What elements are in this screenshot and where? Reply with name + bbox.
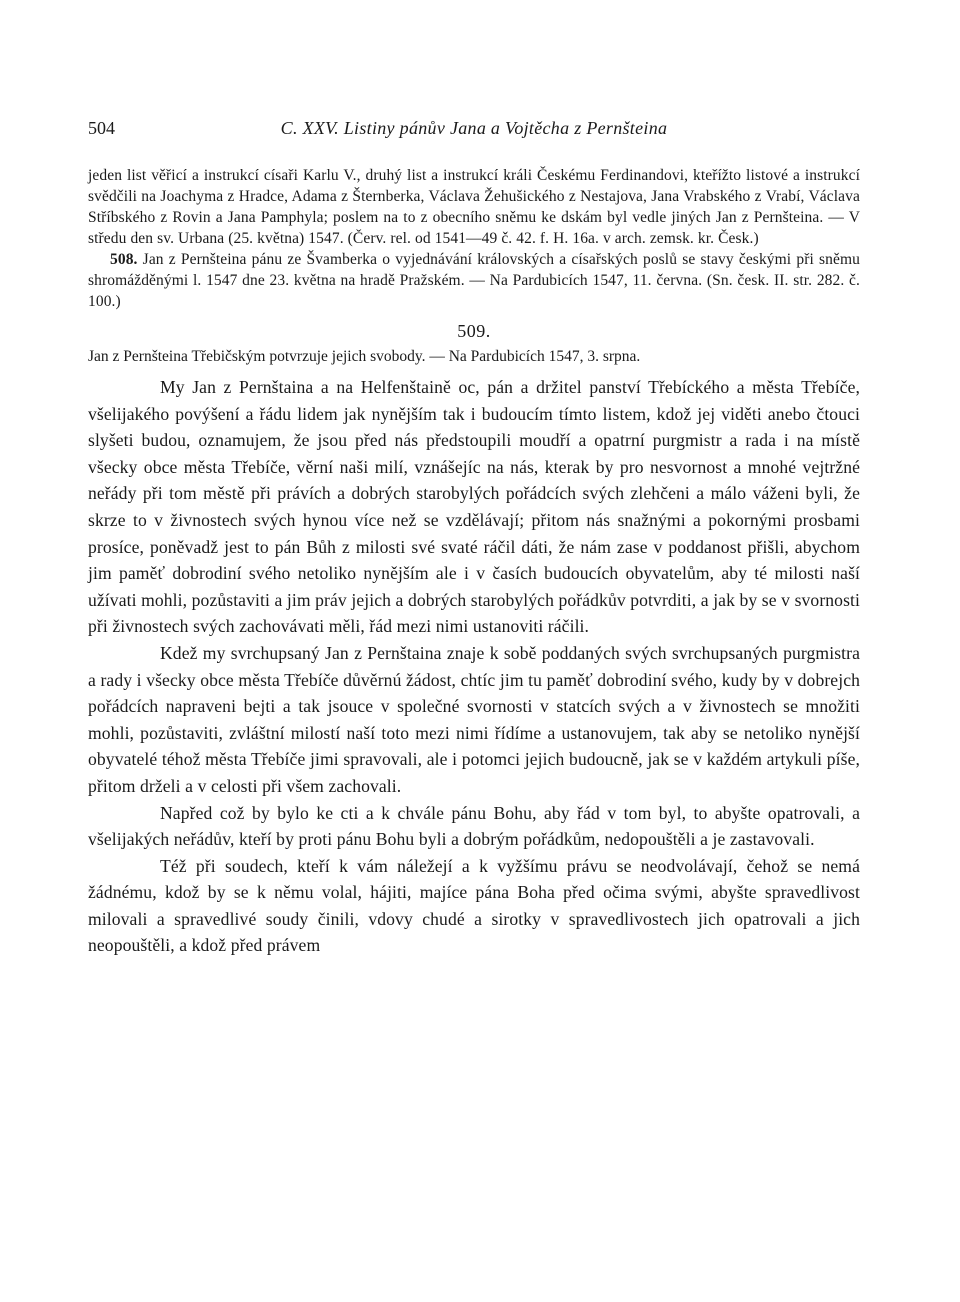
- regest-text: Jan z Pernšteina pánu ze Švamberka o vyjednávání královských a císařských poslů se stavy českými při sněmu shromážděnými l. 1547 dne 23. května na hradě Pražském. — Na Pardubicích 1547, 11. června. (Sn. česk. II. str. 282. č. 100.): [88, 251, 860, 310]
- document-body: [88, 374, 860, 959]
- document-number: 509.: [457, 321, 491, 341]
- body-paragraph: Kdež my svrchupsaný Jan z Pernštaina znaje k sobě poddaných svých svrchupsaných purgmistra a rady i všecky obce města Třebíče důvěrnú žádost, chtíc jim tu paměť dobrodiní svého, kudy by v dobrejch pořádcích napraveni bejti a tak jsouce v společné svornosti v statcích svých a v živnostech se množiti mohli, pozůstaviti, zvláštní milostí naší toto mezi nimi řídíme a ustanovujem, tak aby se netoliko nynější obyvatelé téhož města Třebíče jimi spravovali, ale i potomci jejich budoucně, jak se v každém artykuli píše, přitom drželi a v celosti při všem zachovali.: [88, 642, 860, 796]
- regest-508: [88, 249, 860, 312]
- running-title: C. XXV. Listiny pánův Jana a Vojtěcha z Pernšteina: [280, 118, 668, 138]
- preceding-notes: [88, 165, 860, 312]
- page-header: [88, 118, 860, 148]
- body-paragraph: Též při soudech, kteří k vám náležejí a k vyžšímu právu se neodvolávají, čehož se nemá žádnému, kdož by se k němu volal, hájiti, majíce pána Boha před očima svými, abyšte spravedlivost milovali a spravedlivé soudy činili, vdovy chudé a sirotky v spravedlivostech jich opatrovali a jich neopouštěli, a kdož před právem: [88, 855, 860, 956]
- regest-number: 508.: [110, 251, 138, 268]
- page-number: 504: [88, 118, 115, 138]
- body-paragraph: Napřed což by bylo ke cti a k chvále pánu Bohu, aby řád v tom byl, to abyšte opatrovali, a všelijakých neřádův, kteří by proti pánu Bohu byli a dobrým pořádkům, nedopouštěli a je zastavovali.: [88, 802, 860, 850]
- body-paragraph: My Jan z Pernštaina a na Helfenštaině oc, pán a držitel panství Třebíckého a města Třebíče, všelijakého povýšení a řádu lidem jak nynějším tak i budoucím tímto listem, kdož jej viděti anebo čtouci slyšeti budou, oznamujem, že jsou před nás předstoupili moudří a opatrní purgmistr a rada i na místě všecky obce města Třebíče, věrní naši milí, vznášejíc na nás, kterak by pro nesvornost a mnohé vejtržné neřády při tom městě při právích a dobrých starobylých pořádcích svých zlehčeni a málo váženi byli, že skrze to v živnostech svých hynou více než se vzdělávají; přitom nás snažnými a pokornými prosbami prosíce, poněvadž jest to pán Bůh z milosti své svaté ráčil dáti, že nám zase v poddanost přišli, abychom jim paměť dobrodiní svého netoliko nynějším ale i v časích budoucích obyvatelům, aby té milosti naší užívati mohli, pozůstaviti a jim práv jejich a dobrých starobylých pořádkův potvrditi, a jak by se v svornosti při živnostech svých zachovávati měli, řád mezi nimi ustanoviti ráčili.: [88, 377, 860, 637]
- page: [88, 118, 860, 959]
- preceding-entry-text: jeden list věřicí a instrukcí císaři Karlu V., druhý list a instrukcí králi Českému Ferdinandovi, kteřížto listové a instrukcí svědčili na Joachyma z Hradce, Adama z Šternberka, Václava Žehušického z Nestajova, Jana Vrabského z Vrabí, Václava Stříbského z Rovin a Jana Pamphyla; poslem na to z obecního sněmu ke dskám byl vedle jiných Jan z Pernšteina. — V středu den sv. Urbana (25. května) 1547. (Červ. rel. od 1541—49 č. 42. f. H. 16a. v arch. zemsk. kr. Česk.): [88, 167, 860, 247]
- document-title: Jan z Pernšteina Třebičským potvrzuje jejich svobody. — Na Pardubicích 1547, 3. srpna.: [88, 348, 641, 365]
